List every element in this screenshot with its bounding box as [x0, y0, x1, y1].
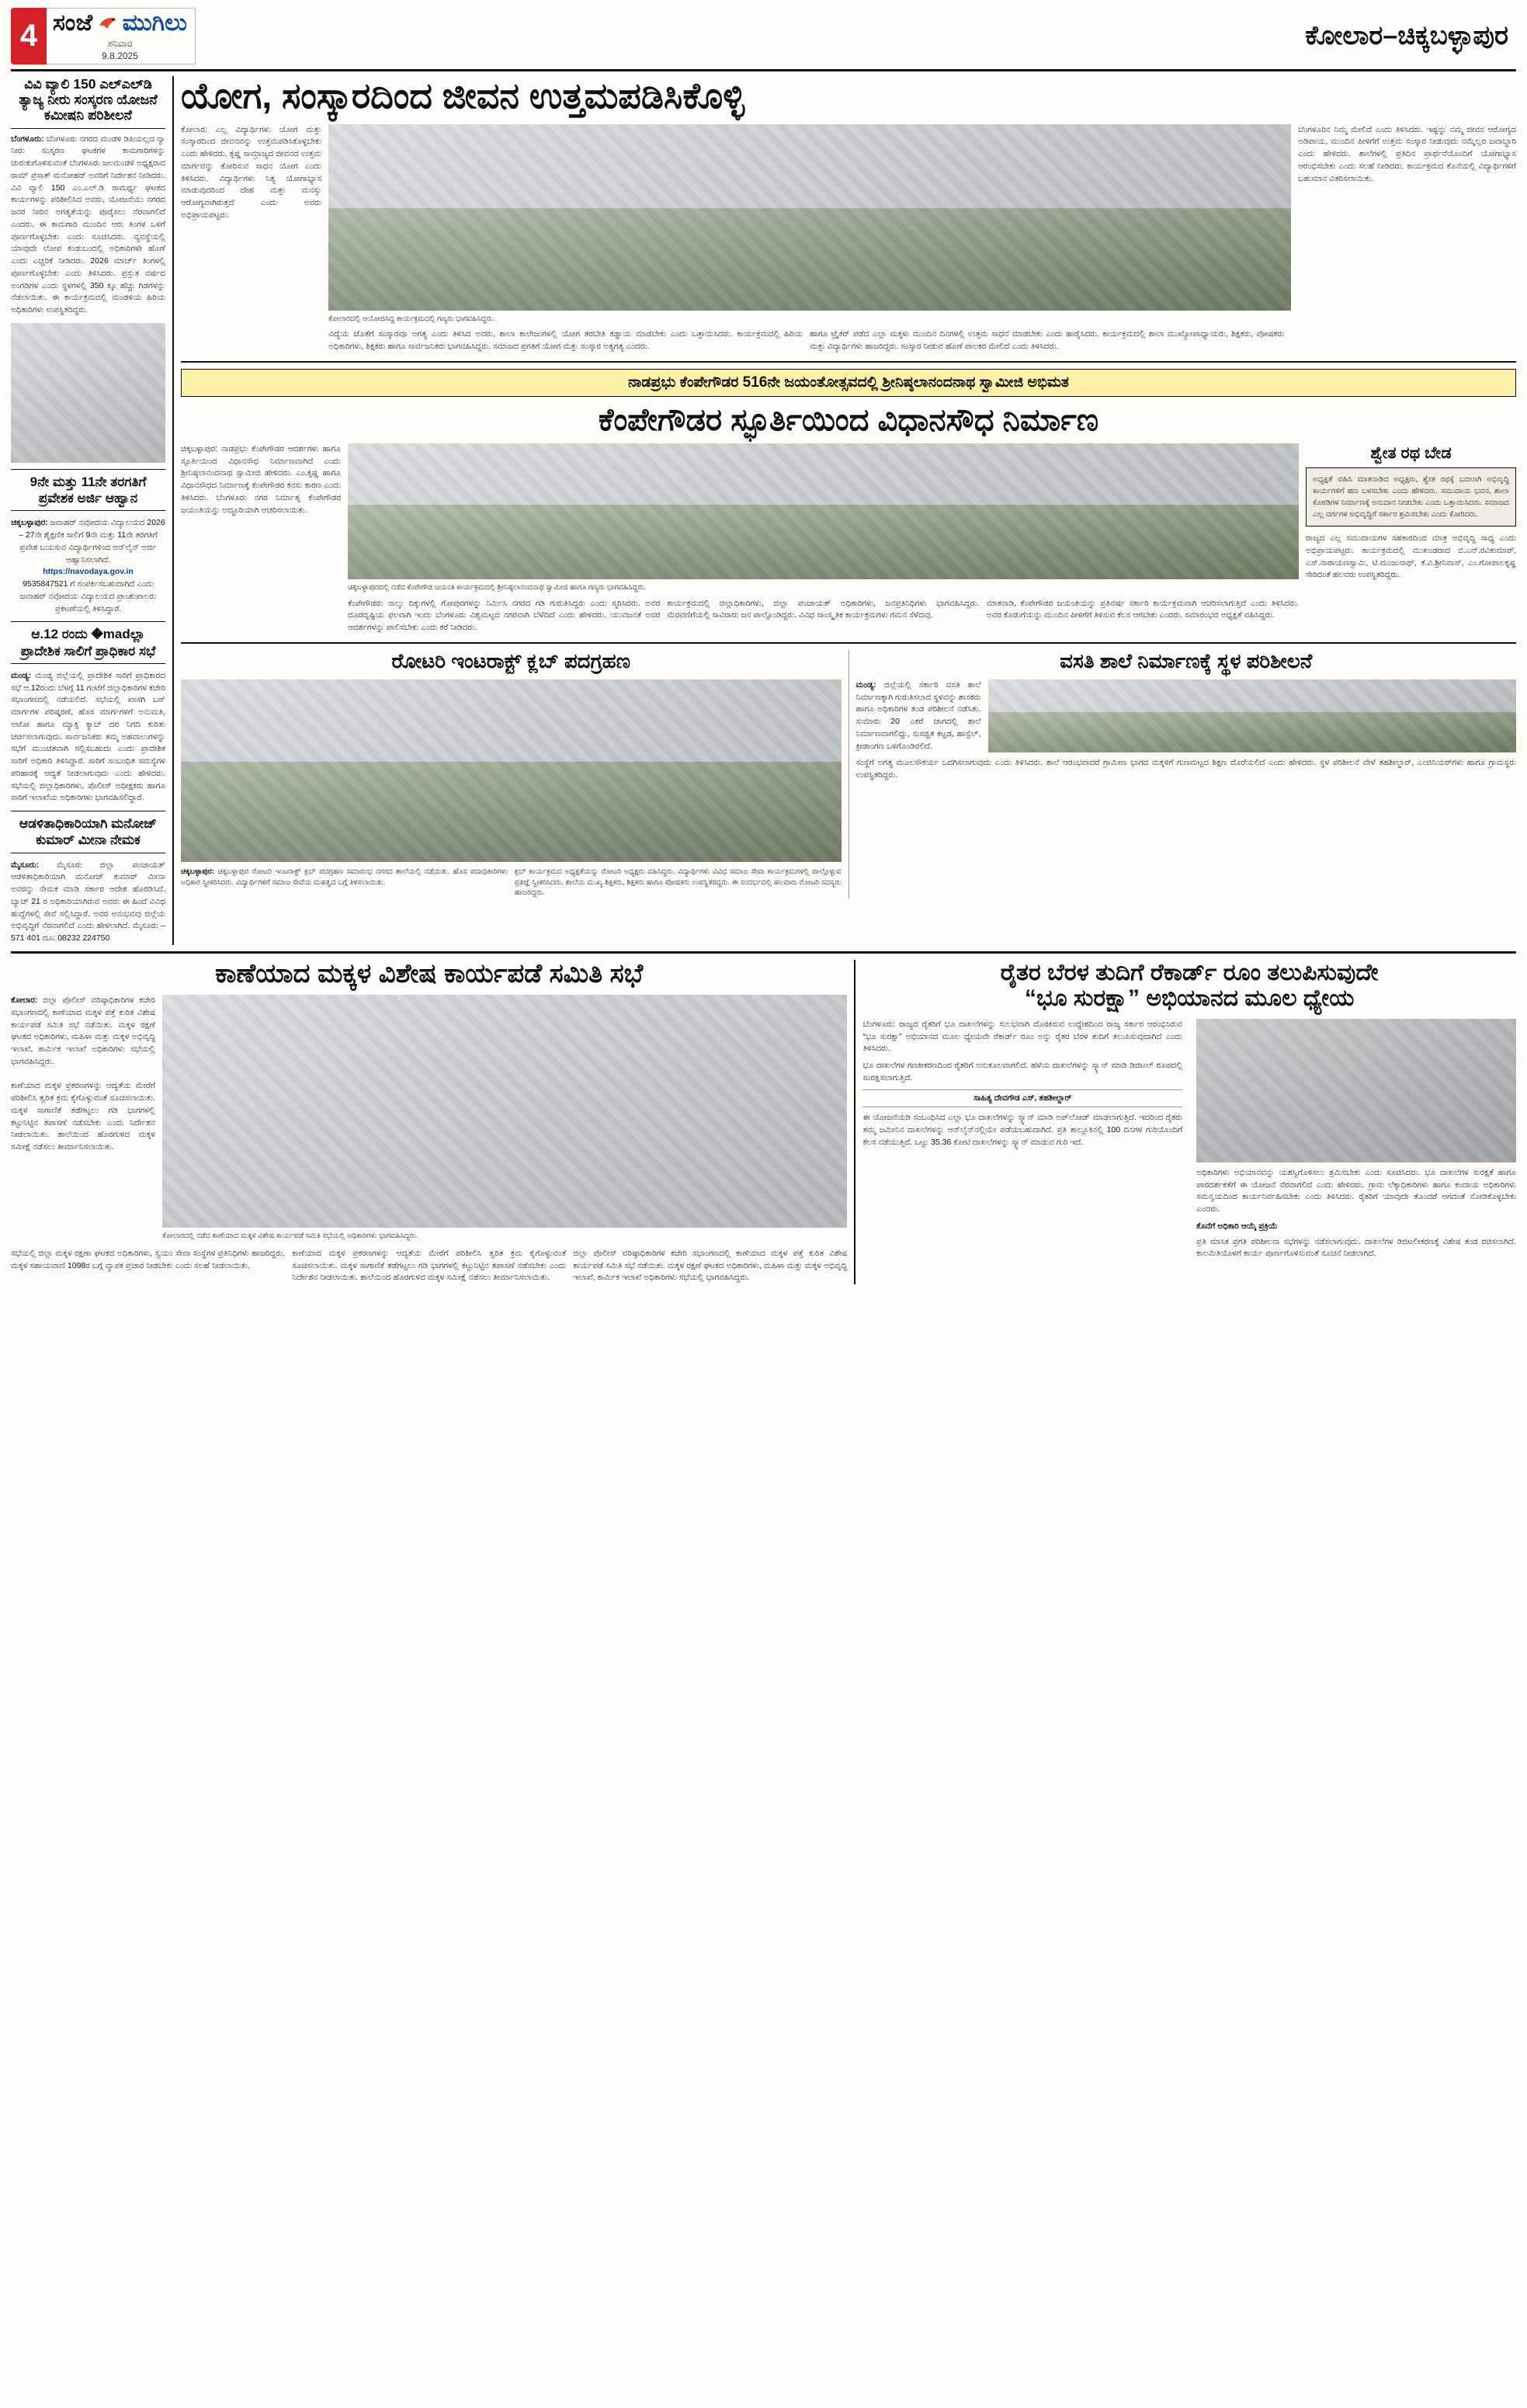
mid-row: [181, 650, 1516, 898]
masthead: [11, 8, 1516, 71]
story2-col2: ವಿದ್ಯೆಯ ಜೊತೆಗೆ ಸಂಸ್ಕಾರವೂ ಅಗತ್ಯ ಎಂದು ತಿಳಿಸಿದ ಅವರು, ಶಾಲಾ ಕಾಲೇಜುಗಳಲ್ಲಿ ಯೋಗ ತರಬೇತಿ ಕಡ್ಡಾಯ ಮಾಡಬೇಕು ಎಂದು ಒತ್ತಾಯಿಸಿದರು. ಕಾರ್ಯಕ್ರಮದಲ್ಲಿ ಹಿರಿಯ ಅಧಿಕಾರಿಗಳು, ಶಿಕ್ಷಕರು ಹಾಗೂ ಸಾರ್ವಜನಿಕರು ಭಾಗವಹಿಸಿದ್ದರು. ಸಮಾಜದ ಪ್ರಗತಿಗೆ ಯೋಗ ಮತ್ತು ಸಂಸ್ಕಾರ ಅತ್ಯಗತ್ಯ ಎಂದರು.: [328, 329, 803, 352]
story10-headline-line2: “ಭೂ ಸುರಕ್ಷಾ” ಅಭಿಯಾನದ ಮೂಲ ಧ್ಯೇಯ: [1024, 985, 1355, 1011]
story7: [181, 650, 849, 898]
story6-byline: ಮೈಸೂರು:: [11, 860, 40, 870]
story3-col3: ಕಾರ್ಯಕ್ರಮದಲ್ಲಿ ಜಿಲ್ಲಾಧಿಕಾರಿಗಳು, ಜಿಲ್ಲಾ ಪಂಚಾಯತ್ ಅಧಿಕಾರಿಗಳು, ಜನಪ್ರತಿನಿಧಿಗಳು ಭಾಗವಹಿಸಿದ್ದರು. ಮೆರವಣಿಗೆಯಲ್ಲಿ ಸಾವಿರಾರು ಜನ ಪಾಲ್ಗೊಂಡಿದ್ದರು. ವಿವಿಧ ಸಾಂಸ್ಕೃತಿಕ ಕಾರ್ಯಕ್ರಮಗಳು ಗಮನ ಸೆಳೆದವು.: [667, 598, 980, 620]
publication-date: 9.8.2025: [102, 50, 138, 61]
story9-body: [11, 995, 162, 1242]
story4-website[interactable]: https://navodaya.gov.in: [43, 567, 134, 577]
story6-headline: ಆಡಳಿತಾಧಿಕಾರಿಯಾಗಿ ಮನೋಜ್ ಕುಮಾರ್ ಮೀನಾ ನೇಮಕ: [11, 811, 165, 853]
story7-headline: ರೋಟರಿ ಇಂಟರಾಕ್ಟ್ ಕ್ಲಬ್ ಪದಗ್ರಹಣ: [391, 648, 631, 672]
story9: [11, 960, 854, 1284]
story4-text: ಜವಾಹರ್ ನವೋದಯ ವಿದ್ಯಾಲಯದ 2026 – 27ನೇ ಶೈಕ್ಷಣಿಕ ಸಾಲಿಗೆ 9ನೇ ಮತ್ತು 11ನೇ ತರಗತಿಗೆ ಪ್ರವೇಶ ಬಯಸುವ ವಿದ್ಯಾರ್ಥಿಗಳಿಂದ ಆನ್‌ಲೈನ್ ಅರ್ಜಿ ಆಹ್ವಾನಿಸಲಾಗಿದೆ.: [19, 518, 165, 565]
story10-col2: [1189, 1019, 1516, 1260]
main-area: [172, 76, 1516, 945]
story10-quote-source: ಸಾಹಿತ್ಯ ದೇವಗೌಡ ಎಸ್, ತಹಶೀಲ್ದಾರ್: [862, 1089, 1182, 1108]
story4-headline: 9ನೇ ಮತ್ತು 11ನೇ ತರಗತಿಗೆ ಪ್ರವೇಶಕ ಅರ್ಜಿ ಆಹ್ವಾನ: [11, 469, 165, 512]
story6-body: [11, 860, 165, 945]
story10-col2-text: ಈ ಯೋಜನೆಯಡಿ ಸಂಬಂಧಿಸಿದ ಎಲ್ಲಾ ಭೂ ದಾಖಲೆಗಳನ್ನು ಸ್ಕ್ಯಾನ್ ಮಾಡಿ ಅಪ್‌ಲೋಡ್ ಮಾಡಲಾಗುತ್ತಿದೆ. ಇದರಿಂದ ರೈತರು ತಮ್ಮ ಜಮೀನಿನ ದಾಖಲೆಗಳನ್ನು ಆನ್‌ಲೈನ್‌ನಲ್ಲಿಯೇ ಪಡೆಯಬಹುದಾಗಿದೆ. ಪ್ರತಿ ತಾಲ್ಲೂಕಿನಲ್ಲಿ 100 ದಿನಗಳ ಗುರಿಯೊಂದಿಗೆ ಕೆಲಸ ನಡೆಯುತ್ತಿದೆ. ಒಟ್ಟು 35.36 ಕೋಟಿ ದಾಖಲೆಗಳನ್ನು ಸ್ಕ್ಯಾನ್ ಮಾಡುವ ಗುರಿ ಇದೆ.: [862, 1113, 1183, 1147]
story4-body: [11, 517, 165, 566]
story3-col4: ಮಾತನಾಡಿ, ಕೆಂಪೇಗೌಡರ ಜಯಂತಿಯನ್ನು ಪ್ರತಿವರ್ಷ ಸರ್ಕಾರಿ ಕಾರ್ಯಕ್ರಮವಾಗಿ ಆಚರಿಸಲಾಗುತ್ತಿದೆ ಎಂದು ತಿಳಿಸಿದರು. ಅವರ ಕೊಡುಗೆಯನ್ನು ಮುಂದಿನ ಪೀಳಿಗೆಗೆ ತಿಳಿಸುವ ಕೆಲಸ ಆಗಬೇಕು ಎಂದರು. ಸಮಾರಂಭದ ಅಧ್ಯಕ್ಷತೆ ವಹಿಸಿದ್ದರು.: [986, 598, 1299, 620]
publication-day: ಶನಿವಾರ: [107, 38, 133, 49]
story8-body2: ಸಂಸ್ಥೆಗೆ ಅಗತ್ಯ ಮೂಲಸೌಕರ್ಯ ಒದಗಿಸಲಾಗುವುದು ಎಂದು ತಿಳಿಸಿದರು. ಶಾಲೆ ಆರಂಭವಾದರೆ ಗ್ರಾಮೀಣ ಭಾಗದ ಮಕ್ಕಳಿಗೆ ಗುಣಮಟ್ಟದ ಶಿಕ್ಷಣ ದೊರೆಯಲಿದೆ ಎಂದು ಹೇಳಿದರು. ಸ್ಥಳ ಪರಿಶೀಲನೆ ವೇಳೆ ತಹಶೀಲ್ದಾರ್, ಎಂಜಿನಿಯರ್‌ಗಳು ಹಾಗೂ ಗ್ರಾಮಸ್ಥರು ಉಪಸ್ಥಿತರಿದ್ದರು.: [855, 758, 1516, 780]
story5-byline: ಮಂಡ್ಯ:: [11, 670, 32, 680]
story9-col-a: ಸಭೆಯಲ್ಲಿ ಜಿಲ್ಲಾ ಮಕ್ಕಳ ರಕ್ಷಣಾ ಘಟಕದ ಅಧಿಕಾರಿಗಳು, ಸ್ವಯಂ ಸೇವಾ ಸಂಸ್ಥೆಗಳ ಪ್ರತಿನಿಧಿಗಳು ಹಾಜರಿದ್ದರು. ಮಕ್ಕಳ ಸಹಾಯವಾಣಿ 1098ರ ಬಗ್ಗೆ ವ್ಯಾಪಕ ಪ್ರಚಾರ ನೀಡಬೇಕು ಎಂದು ಸಲಹೆ ನೀಡಲಾಯಿತು.: [11, 1248, 286, 1270]
page-number: 4: [11, 8, 47, 64]
story6-phone: ದೂ: 08232 224750: [42, 933, 110, 943]
story1-photo: [11, 323, 165, 463]
bottom-section: [11, 960, 1516, 1284]
story10-col3-text2: ಪ್ರತಿ ಮಾಸಿಕ ಪ್ರಗತಿ ಪರಿಶೀಲನಾ ಸಭೆಗಳನ್ನು ನಡೆಸಲಾಗುವುದು. ದಾಖಲೆಗಳ ಡಿಜಿಟಲೀಕರಣಕ್ಕೆ ವಿಶೇಷ ತಂಡ ರಚಿಸಲಾಗಿದೆ. ಕಾಲಮಿತಿಯೊಳಗೆ ಕಾರ್ಯ ಪೂರ್ಣಗೊಳಿಸುವಂತೆ ಸೂಚನೆ ನೀಡಲಾಗಿದೆ.: [1196, 1236, 1517, 1259]
story3-col1: ಚಿಕ್ಕಬಳ್ಳಾಪುರ: ನಾಡಪ್ರಭು ಕೆಂಪೇಗೌಡರ ಆದರ್ಶಗಳು ಹಾಗೂ ಸ್ಫೂರ್ತಿಯಿಂದ ವಿಧಾನಸೌಧ ನಿರ್ಮಾಣವಾಗಿದೆ ಎಂದು ಶ್ರೀನಿಷ್ಠಲಾನಂದನಾಥ ಸ್ವಾಮೀಜಿ ಹೇಳಿದರು. ಎಂ.ಕೃಷ್ಣ ಹಾಗೂ ವಿಧಾನಸೌಧದ ನಿರ್ಮಾಣಕ್ಕೆ ಕೆಂಪೇಗೌಡರ ಕನಸು ಕಾರಣ ಎಂದು ತಿಳಿಸಿದರು. ಬೆಂಗಳೂರು ನಗರ ನಿರ್ಮಾತೃ ಕೆಂಪೇಗೌಡರ ಜಯಂತಿಯನ್ನು ಅದ್ಧೂರಿಯಾಗಿ ಆಚರಿಸಲಾಯಿತು.: [181, 443, 341, 515]
story10-col1-text: ಬೆಂಗಳೂರು: ರಾಜ್ಯದ ರೈತರಿಗೆ ಭೂ ದಾಖಲೆಗಳನ್ನು ಸುಲಭವಾಗಿ ದೊರಕಿಸುವ ಉದ್ದೇಶದಿಂದ ರಾಜ್ಯ ಸರ್ಕಾರ ಆರಂಭಿಸಿರುವ “ಭೂ ಸುರಕ್ಷಾ” ಅಭಿಯಾನದ ಮೂಲ ಧ್ಯೇಯವೇ ರೆಕಾರ್ಡ್ ರೂಂ ಅನ್ನು ರೈತರ ಬೆರಳ ತುದಿಗೆ ತಲುಪಿಸುವುದಾಗಿದೆ ಎಂದು ತಿಳಿಸಿದರು.: [862, 1019, 1183, 1054]
story8: [849, 650, 1517, 898]
story3-sidebar-body: ಅಧ್ಯಕ್ಷತೆ ವಹಿಸಿ ಮಾತನಾಡಿದ ಅಧ್ಯಕ್ಷರು, ಶ್ವೇತ ರಥಕ್ಕೆ ಬದಲಾಗಿ ಅಭಿವೃದ್ಧಿ ಕಾರ್ಯಗಳಿಗೆ ಹಣ ಬಳಸಬೇಕು ಎಂದು ಹೇಳಿದರು. ಸಮುದಾಯ ಭವನ, ಶಾಲಾ ಕೊಠಡಿಗಳ ನಿರ್ಮಾಣಕ್ಕೆ ಅನುದಾನ ನೀಡಬೇಕು ಎಂದು ಒತ್ತಾಯಿಸಿದರು. ಸಮಾಜದ ಎಲ್ಲ ವರ್ಗಗಳ ಅಭಿವೃದ್ಧಿಗೆ ಸರ್ಕಾರ ಶ್ರಮಿಸಬೇಕು ಎಂದು ಕೋರಿದರು.: [1306, 467, 1516, 526]
story7-photo: [181, 679, 842, 862]
story5-headline: ಆ.12 ರಂದು �madಲ್ಲಾ ಪ್ರಾದೇಶಿಕ ಸಾಲಿಗೆ ಪ್ರಾಧಿಕಾರ ಸಭೆ: [11, 621, 165, 664]
bird-icon: [98, 15, 118, 32]
story9-col-b: ಕಾಣೆಯಾದ ಮಕ್ಕಳ ಪ್ರಕರಣಗಳನ್ನು ಆದ್ಯತೆಯ ಮೇರೆಗೆ ಪರಿಶೀಲಿಸಿ ತ್ವರಿತ ಕ್ರಮ ಕೈಗೊಳ್ಳುವಂತೆ ಸೂಚಿಸಲಾಯಿತು. ಮಕ್ಕಳ ಸಾಗಾಣಿಕೆ ತಡೆಗಟ್ಟಲು ಗಡಿ ಭಾಗಗಳಲ್ಲಿ ಕಟ್ಟುನಿಟ್ಟಿನ ತಪಾಸಣೆ ನಡೆಸಬೇಕು ಎಂದು ನಿರ್ದೇಶನ ನೀಡಲಾಯಿತು. ಶಾಲೆಯಿಂದ ಹೊರಗುಳಿದ ಮಕ್ಕಳ ಸಮೀಕ್ಷೆ ನಡೆಸಲು ತೀರ್ಮಾನಿಸಲಾಯಿತು.: [292, 1248, 567, 1283]
story9-text2: ಕಾಣೆಯಾದ ಮಕ್ಕಳ ಪ್ರಕರಣಗಳನ್ನು ಆದ್ಯತೆಯ ಮೇರೆಗೆ ಪರಿಶೀಲಿಸಿ ತ್ವರಿತ ಕ್ರಮ ಕೈಗೊಳ್ಳುವಂತೆ ಸೂಚಿಸಲಾಯಿತು. ಮಕ್ಕಳ ಸಾಗಾಣಿಕೆ ತಡೆಗಟ್ಟಲು ಗಡಿ ಭಾಗಗಳಲ್ಲಿ ಕಟ್ಟುನಿಟ್ಟಿನ ತಪಾಸಣೆ ನಡೆಸಬೇಕು ಎಂದು ನಿರ್ದೇಶನ ನೀಡಲಾಯಿತು. ಶಾಲೆಯಿಂದ ಹೊರಗುಳಿದ ಮಕ್ಕಳ ಸಮೀಕ್ಷೆ ನಡೆಸಲು ತೀರ್ಮಾನಿಸಲಾಯಿತು.: [11, 1081, 155, 1152]
story5-body: [11, 670, 165, 804]
story10-headline-line1: ರೈತರ ಬೆರಳ ತುದಿಗೆ ರೆಕಾರ್ಡ್ ರೂಂ ತಲುಪಿಸುವುದೇ: [1000, 959, 1379, 985]
story10-subhead: ಕೊನೆಗೆ ಅಧಿಕಾರಿ ಆಯ್ಕೆ ಪ್ರಕ್ರಿಯೆ: [1196, 1221, 1278, 1231]
story7-caption2: ಕ್ಲಬ್ ಕಾರ್ಯಕ್ರಮದ ಅಧ್ಯಕ್ಷತೆಯನ್ನು ರೋಟರಿ ಅಧ್ಯಕ್ಷರು ವಹಿಸಿದ್ದರು. ವಿದ್ಯಾರ್ಥಿಗಳು ವಿವಿಧ ಸಮಾಜ ಸೇವಾ ಕಾರ್ಯಕ್ರಮಗಳಲ್ಲಿ ಪಾಲ್ಗೊಳ್ಳುವ ಪ್ರತಿಜ್ಞೆ ಸ್ವೀಕರಿಸಿದರು. ಶಾಲೆಯ ಮುಖ್ಯ ಶಿಕ್ಷಕರು, ಶಿಕ್ಷಕರು ಹಾಗೂ ಪೋಷಕರು ಉಪಸ್ಥಿತರಿದ್ದರು. ಈ ಸಂದರ್ಭದಲ್ಲಿ ಹಲವಾರು ರೋಟರಿ ಸದಸ್ಯರು ಹಾಜರಿದ್ದರು.: [514, 867, 842, 898]
story3-photo: [348, 443, 1299, 579]
story7-caption-text: ಚಿಕ್ಕಬಳ್ಳಾಪುರ ರೋಟರಿ ಇಂಟರಾಕ್ಟ್ ಕ್ಲಬ್ ಪದಗ್ರಹಣ ಸಮಾರಂಭ ನಗರದ ಶಾಲೆಯಲ್ಲಿ ನಡೆಯಿತು. ಹೊಸ ಪದಾಧಿಕಾರಿಗಳು ಅಧಿಕಾರ ಸ್ವೀಕರಿಸಿದರು. ವಿದ್ಯಾರ್ಥಿಗಳಿಗೆ ಸಮಾಜ ಸೇವೆಯ ಮಹತ್ವದ ಬಗ್ಗೆ ತಿಳಿಸಲಾಯಿತು.: [181, 867, 508, 887]
story3-sidebar: [1299, 443, 1516, 634]
story1-text: ಬೆಂಗಳೂರು ನಗರದ ಮಂಡಳಿ ಡಿಪಿಯಲ್ಲದ ನ್ಯಾ ನೀರು ಸಂಸ್ಕರಣ ಘಟಕಗಳ ಕಾಮಗಾರಿಗಳನ್ನು ಚುರುಕುಗೊಳಿಸುವಂತೆ ಬೆಂಗಳೂರು ಜಲಮಂಡಳಿ ಅಧ್ಯಕ್ಷರಾದ ರಾಮ್ ಪ್ರಸಾತ್ ಮನೋಹರ್ ಅವರಿಗೆ ನಿರ್ದೇಶನ ನೀಡಿದರು. ವಿವಿ ವ್ಯಾಲಿ 150 ಎಂ.ಎಲ್.ಡಿ ಸಾಮರ್ಥ್ಯ ಘಟಕದ ಕಾರ್ಯಗಳನ್ನು ಪರಿಶೀಲಿಸಿದ ಅವರು, ಯೋಜನೆಯು ನಗರದ ಜನರ ನೀರಿನ ಅಗತ್ಯತೆಯನ್ನು ಪೂರೈಸಲು ನೆರವಾಗಲಿದೆ ಎಂದರು. ಈ ಕಾಮಗಾರಿ ಮುಂದಿನ ಆರು ತಿಂಗಳ ಒಳಗೆ ಪೂರ್ಣಗೊಳ್ಳಬೇಕು ಎಂದು ಸೂಚಿಸಿದರು. ವ್ಯವಸ್ಥೆಯಲ್ಲಿ ಯಾವುದೇ ಲೋಪ ಕಂಡುಬಂದಲ್ಲಿ ಅಧಿಕಾರಿಗಳೇ ಹೊಣೆ ಎಂದು ಎಚ್ಚರಿಕೆ ನೀಡಿದರು. 2026 ಮಾರ್ಚ್ ತಿಂಗಳಲ್ಲಿ ಪೂರ್ಣಗೊಳ್ಳಬೇಕು ಎಂದು ತಿಳಿಸಿದರು. ಪ್ರಸ್ತುತ ವರ್ಷದ ಅಂಗಡಿಗಳ ಎಂದು ಸ್ಥಳಗಳಲ್ಲಿ 350 ಕ್ಕೂ ಹೆಚ್ಚು ಗಿಡಗಳನ್ನು ನೆಡಲಾಯಿತು. ಈ ಕಾರ್ಯಕ್ರಮದಲ್ಲಿ ಮಂಡಳಿಯ ಹಿರಿಯ ಅಧಿಕಾರಿಗಳು ಉಪಸ್ಥಿತರಿದ್ದರು.: [11, 134, 165, 315]
story3-col2: ಕೆಂಪೇಗೌಡರು ನಾಲ್ಕು ದಿಕ್ಕುಗಳಲ್ಲಿ ಗೋಪುರಗಳನ್ನು ನಿರ್ಮಿಸಿ ನಗರದ ಗಡಿ ಗುರುತಿಸಿದ್ದರು ಎಂದು ಸ್ಮರಿಸಿದರು. ಅವರ ದೂರದೃಷ್ಟಿಯ ಫಲವಾಗಿ ಇಂದು ಬೆಂಗಳೂರು ವಿಶ್ವಮಟ್ಟದ ನಗರವಾಗಿ ಬೆಳೆದಿದೆ ಎಂದು ಹೇಳಿದರು. ಯುವಜನತೆ ಅವರ ಆದರ್ಶಗಳನ್ನು ಪಾಲಿಸಬೇಕು ಎಂದು ಕರೆ ನೀಡಿದರು.: [348, 598, 661, 633]
logo-text-primary: ಸಂಜೆ: [53, 10, 93, 36]
top-section: [11, 76, 1516, 945]
story2-headline: ಯೋಗ, ಸಂಸ್ಕಾರದಿಂದ ಜೀವನ ಉತ್ತಮಪಡಿಸಿಕೊಳ್ಳಿ: [181, 75, 745, 116]
story2-col4: ಬೆಂಗಳೂರಿನ ನಿಮ್ಮ ಮೇಲಿದೆ ಎಂದು ತಿಳಿಸಿದರು. ಇಷ್ಟನ್ನು ನಮ್ಮ ಜೀವನ ಆರೋಗ್ಯದ ಅಡಿಪಾಯ, ಮುಂದಿನ ಪೀಳಿಗೆಗೆ ಉತ್ತಮ ಸಂಸ್ಕಾರ ನೀಡುವುದು ನಮ್ಮೆಲ್ಲರ ಜವಾಬ್ದಾರಿ ಎಂದು ಹೇಳಿದರು. ಶಾಲೆಗಳಲ್ಲಿ ಪ್ರತಿದಿನ ಪ್ರಾರ್ಥನೆಯೊಂದಿಗೆ ಯೋಗಾಭ್ಯಾಸ ಆರಂಭಿಸಬೇಕು ಎಂದು ಸಲಹೆ ನೀಡಿದರು. ಕಾರ್ಯಕ್ರಮದ ಕೊನೆಯಲ್ಲಿ ವಿದ್ಯಾರ್ಥಿಗಳಿಗೆ ಬಹುಮಾನ ವಿತರಿಸಲಾಯಿತು.: [1298, 124, 1516, 183]
edition-name: ಕೋಲಾರ–ಚಿಕ್ಕಬಳ್ಳಾಪುರ: [1305, 21, 1508, 51]
story9-photo-wrap: [162, 995, 847, 1242]
story9-text: ಜಿಲ್ಲಾ ಪೊಲೀಸ್ ವರಿಷ್ಠಾಧಿಕಾರಿಗಳ ಕಚೇರಿ ಸಭಾಂಗಣದಲ್ಲಿ ಕಾಣೆಯಾದ ಮಕ್ಕಳ ಪತ್ತೆ ಕುರಿತ ವಿಶೇಷ ಕಾರ್ಯಪಡೆ ಸಮಿತಿ ಸಭೆ ನಡೆಯಿತು. ಮಕ್ಕಳ ರಕ್ಷಣೆ ಘಟಕದ ಅಧಿಕಾರಿಗಳು, ಮಹಿಳಾ ಮತ್ತು ಮಕ್ಕಳ ಅಭಿವೃದ್ಧಿ ಇಲಾಖೆ, ಕಾರ್ಮಿಕ ಇಲಾಖೆ ಅಧಿಕಾರಿಗಳು ಸಭೆಯಲ್ಲಿ ಭಾಗವಹಿಸಿದ್ದರು.: [11, 996, 155, 1066]
story9-byline: ಕೋಲಾರ:: [11, 996, 38, 1006]
story2-col1: ಕೋಲಾರ: ಎಲ್ಲ ವಿದ್ಯಾರ್ಥಿಗಳು ಯೋಗ ಮತ್ತು ಸಂಸ್ಕಾರದಿಂದ ಜೀವನವನ್ನು ಉತ್ತಮಪಡಿಸಿಕೊಳ್ಳಬೇಕು ಎಂದು ಹೇಳಿದರು. ಕೃಷ್ಣ ಸಾಮ್ರಾಜ್ಯದ ಜೀವನದ ಉತ್ತಮ ಮಾರ್ಗವನ್ನು ತೋರಿಸುವ ಸಾಧನ ಯೋಗ ಎಂದು ತಿಳಿಸಿದರು. ವಿದ್ಯಾರ್ಥಿಗಳು ನಿತ್ಯ ಯೋಗಾಭ್ಯಾಸ ಮಾಡುವುದರಿಂದ ದೇಹ ಮತ್ತು ಮನಸ್ಸು ಆರೋಗ್ಯವಾಗಿರುತ್ತದೆ ಎಂದು ಅವರು ಅಭಿಪ್ರಾಯಪಟ್ಟರು.: [181, 124, 321, 220]
newspaper-logo: [47, 8, 196, 64]
story3-caption: ಚಿಕ್ಕಬಳ್ಳಾಪುರದಲ್ಲಿ ನಡೆದ ಕೆಂಪೇಗೌಡ ಜಯಂತಿ ಕಾರ್ಯಕ್ರಮದಲ್ಲಿ ಶ್ರೀನಿಷ್ಠಲಾನಂದನಾಥ ಸ್ವಾಮೀಜಿ ಹಾಗೂ ಗಣ್ಯರು ಭಾಗವಹಿಸಿದ್ದರು.: [348, 582, 647, 592]
story3-kicker: ನಾಡಪ್ರಭು ಕೆಂಪೇಗೌಡರ 516ನೇ ಜಯಂತೋತ್ಸವದಲ್ಲಿ ಶ್ರೀನಿಷ್ಠಲಾನಂದನಾಥ ಸ್ವಾಮೀಜಿ ಅಭಿಮತ: [181, 369, 1516, 397]
story8-photo: [988, 679, 1517, 753]
logo-text-secondary: ಮುಗಿಲು: [122, 10, 188, 36]
story8-byline: ಮಂಡ್ಯ:: [855, 679, 876, 690]
story7-caption: [181, 867, 515, 898]
story10: [854, 960, 1516, 1284]
story2-caption: ಕೋಲಾರದಲ್ಲಿ ಆಯೋಜಿಸಿದ್ದ ಕಾರ್ಯಕ್ರಮದಲ್ಲಿ ಗಣ್ಯರು ಭಾಗವಹಿಸಿದ್ದರು.: [328, 314, 495, 323]
story3-photo-wrap: [348, 443, 1299, 634]
story2-body: [181, 124, 1516, 353]
story2-col3: ಹಾಗೂ ಟ್ರೈಕರ್ ಪಡೆದ ಎಲ್ಲಾ ಮಕ್ಕಳು ಮುಂದಿನ ದಿನಗಳಲ್ಲಿ ಉತ್ತಮ ಸಾಧನೆ ಮಾಡಬೇಕು ಎಂದು ಹಾರೈಸಿದರು. ಕಾರ್ಯಕ್ರಮದಲ್ಲಿ ಶಾಲಾ ಮುಖ್ಯೋಪಾಧ್ಯಾಯರು, ಶಿಕ್ಷಕರು, ಪೋಷಕರು ಮತ್ತು ವಿದ್ಯಾರ್ಥಿಗಳು ಹಾಜರಿದ್ದರು. ಸಂಸ್ಕಾರ ನೀಡುವ ಹೊಣೆ ಪಾಲಕರ ಮೇಲಿದೆ ಎಂದು ತಿಳಿಸಿದರು.: [810, 329, 1284, 352]
story10-portrait-photo: [1196, 1019, 1516, 1162]
story9-photo: [162, 995, 847, 1228]
story9-caption: ಕೋಲಾರದಲ್ಲಿ ನಡೆದ ಕಾಣೆಯಾದ ಮಕ್ಕಳ ವಿಶೇಷ ಕಾರ್ಯಪಡೆ ಸಮಿತಿ ಸಭೆಯಲ್ಲಿ ಅಧಿಕಾರಿಗಳು ಭಾಗವಹಿಸಿದ್ದರು.: [162, 1232, 418, 1241]
story5-text: ಮಂಡ್ಯ ಜಿಲ್ಲೆಯಲ್ಲಿ ಪ್ರಾದೇಶಿಕ ಸಾರಿಗೆ ಪ್ರಾಧಿಕಾರದ ಸಭೆ ಆ.12ರಂದು ಬೆಳಗ್ಗೆ 11 ಗಂಟೆಗೆ ಜಿಲ್ಲಾಧಿಕಾರಿಗಳ ಕಚೇರಿ ಸಭಾಂಗಣದಲ್ಲಿ ನಡೆಯಲಿದೆ. ಸಭೆಯಲ್ಲಿ ಖಾಸಗಿ ಬಸ್ ಮಾರ್ಗಗಳ ಪರಿಷ್ಕರಣೆ, ಹೊಸ ಮಾರ್ಗಗಳಿಗೆ ಅನುಮತಿ, ಅಟೋ ಹಾಗೂ ಮ್ಯಾಕ್ಸಿ ಕ್ಯಾಬ್ ದರ ನಿಗದಿ ಕುರಿತು ಚರ್ಚಿಸಲಾಗುವುದು. ಸಾರ್ವಜನಿಕರು ತಮ್ಮ ಅಹವಾಲುಗಳನ್ನು ಸಭೆಗೆ ಮುಂಚಿತವಾಗಿ ಸಲ್ಲಿಸಬಹುದು ಎಂದು ಪ್ರಾದೇಶಿಕ ಸಾರಿಗೆ ಅಧಿಕಾರಿ ತಿಳಿಸಿದ್ದಾರೆ. ಸಾರಿಗೆ ಸಂಬಂಧಿತ ಸಮಸ್ಯೆಗಳ ಪರಿಹಾರಕ್ಕೆ ಆದ್ಯತೆ ನೀಡಲಾಗುವುದು ಎಂದು ಹೇಳಿದರು. ಸಭೆಯಲ್ಲಿ ಜಿಲ್ಲಾಧಿಕಾರಿಗಳು, ಪೊಲೀಸ್ ಅಧೀಕ್ಷಕರು ಹಾಗೂ ಸಾರಿಗೆ ಇಲಾಖೆಯ ಅಧಿಕಾರಿಗಳು ಭಾಗವಹಿಸಲಿದ್ದಾರೆ.: [11, 670, 166, 803]
story8-headline: ವಸತಿ ಶಾಲೆ ನಿರ್ಮಾಣಕ್ಕೆ ಸ್ಥಳ ಪರಿಶೀಲನೆ: [1060, 648, 1313, 672]
story3-sidebar-body2: ರಾಜ್ಯದ ಎಲ್ಲ ಸಮುದಾಯಗಳ ಸಹಕಾರದಿಂದ ಮಾತ್ರ ಅಭಿವೃದ್ಧಿ ಸಾಧ್ಯ ಎಂದು ಅಭಿಪ್ರಾಯಪಟ್ಟರು. ಕಾರ್ಯಕ್ರಮದಲ್ಲಿ ಮುಖಂಡರಾದ ಬಿ.ಎನ್.ರವಿಕುಮಾರ್, ಎಸ್.ನಾರಾಯಣಸ್ವಾಮಿ, ಟಿ.ಮಂಜುನಾಥ್, ಕೆ.ವಿ.ಶ್ರೀನಿವಾಸ್, ಎಂ.ಗೋಪಾಲಕೃಷ್ಣ ಸೇರಿದಂತೆ ಹಲವರು ಉಪಸ್ಥಿತರಿದ್ದರು.: [1306, 533, 1516, 580]
story1-headline: ವಿವಿ ವ್ಯಾಲಿ 150 ಎಲ್‌ಎಲ್‌ಡಿ ತ್ಯಾಜ್ಯ ನೀರು ಸಂಸ್ಕರಣ ಯೋಜನೆ ಕಮೀಷನಿ ಪರಿಶೀಲನೆ: [11, 76, 165, 128]
story9-headline: ಕಾಣೆಯಾದ ಮಕ್ಕಳ ವಿಶೇಷ ಕಾರ್ಯಪಡೆ ಸಮಿತಿ ಸಭೆ: [215, 958, 644, 989]
story2-photo: [328, 124, 1291, 311]
story8-body: [856, 679, 988, 753]
story7-caption-label: ಚಿಕ್ಕಬಳ್ಳಾಪುರ:: [181, 867, 215, 876]
story3-headline: ಕೆಂಪೇಗೌಡರ ಸ್ಫೂರ್ತಿಯಿಂದ ವಿಧಾನಸೌಧ ನಿರ್ಮಾಣ: [598, 402, 1099, 437]
story4-byline: ಚಿಕ್ಕಬಳ್ಳಾಪುರ:: [11, 518, 48, 528]
story1-body: [11, 134, 165, 317]
story1-byline: ಬೆಂಗಳೂರು:: [11, 134, 44, 144]
story10-col1: [862, 1019, 1189, 1260]
story2-photo-wrap: [328, 124, 1291, 353]
left-rail: [11, 76, 172, 945]
story6-text: ಮೈಸೂರು ಜಿಲ್ಲಾ ಪಂಚಾಯತ್ ಆಡಳಿತಾಧಿಕಾರಿಯಾಗಿ ಮನೋಜ್ ಕುಮಾರ್ ಮೀನಾ ಅವರನ್ನು ನೇಮಕ ಮಾಡಿ ಸರ್ಕಾರ ಆದೇಶ ಹೊರಡಿಸಿದೆ. ಬ್ಯಾಚ್ 21 ರ ಅಧಿಕಾರಿಯಾಗಿರುವ ಅವರು ಈ ಹಿಂದೆ ವಿವಿಧ ಹುದ್ದೆಗಳಲ್ಲಿ ಸೇವೆ ಸಲ್ಲಿಸಿದ್ದಾರೆ. ಅವರ ಅನುಭವವು ಜಿಲ್ಲೆಯ ಅಭಿವೃದ್ಧಿಗೆ ನೆರವಾಗಲಿದೆ ಎಂದು ಹೇಳಲಾಗಿದೆ.: [11, 860, 166, 931]
story10-col1-text2: ಭೂ ದಾಖಲೆಗಳ ಗಣಕೀಕರಣದಿಂದ ರೈತರಿಗೆ ಅನುಕೂಲವಾಗಲಿದೆ. ಹಳೆಯ ದಾಖಲೆಗಳನ್ನು ಸ್ಕ್ಯಾನ್ ಮಾಡಿ ಡಿಜಿಟಲ್ ರೂಪದಲ್ಲಿ ಸಂರಕ್ಷಿಸಲಾಗುತ್ತಿದೆ.: [862, 1061, 1183, 1082]
story4-contact: 9535847521 ಗೆ ಸಂಪರ್ಕಿಸಬಹುದಾಗಿದೆ ಎಂದು ಜವಾಹರ್ ನವೋದಯ ವಿದ್ಯಾಲಯದ ಪ್ರಾಂಶುಪಾಲರು ಪ್ರಕಟಣೆಯಲ್ಲಿ ತಿಳಿಸಿದ್ದಾರೆ.: [19, 579, 157, 613]
story8-text: ಜಿಲ್ಲೆಯಲ್ಲಿ ಸರ್ಕಾರಿ ವಸತಿ ಶಾಲೆ ನಿರ್ಮಾಣಕ್ಕಾಗಿ ಗುರುತಿಸಲಾದ ಸ್ಥಳವನ್ನು ಶಾಸಕರು ಹಾಗೂ ಅಧಿಕಾರಿಗಳ ತಂಡ ಪರಿಶೀಲನೆ ನಡೆಸಿತು. ಸುಮಾರು 20 ಎಕರೆ ಜಾಗದಲ್ಲಿ ಶಾಲೆ ನಿರ್ಮಾಣವಾಗಲಿದ್ದು, ಸುಸಜ್ಜಿತ ಕಟ್ಟಡ, ಹಾಸ್ಟೆಲ್, ಕ್ರೀಡಾಂಗಣ ಒಳಗೊಂಡಿರಲಿದೆ.: [855, 679, 981, 751]
story6-address: ಮೈಸೂರು – 571 401: [11, 921, 165, 943]
story3-body: [181, 443, 1516, 634]
story9-col-c: ಜಿಲ್ಲಾ ಪೊಲೀಸ್ ವರಿಷ್ಠಾಧಿಕಾರಿಗಳ ಕಚೇರಿ ಸಭಾಂಗಣದಲ್ಲಿ ಕಾಣೆಯಾದ ಮಕ್ಕಳ ಪತ್ತೆ ಕುರಿತ ವಿಶೇಷ ಕಾರ್ಯಪಡೆ ಸಮಿತಿ ಸಭೆ ನಡೆಯಿತು. ಮಕ್ಕಳ ರಕ್ಷಣೆ ಘಟಕದ ಅಧಿಕಾರಿಗಳು, ಮಹಿಳಾ ಮತ್ತು ಮಕ್ಕಳ ಅಭಿವೃದ್ಧಿ ಇಲಾಖೆ, ಕಾರ್ಮಿಕ ಇಲಾಖೆ ಅಧಿಕಾರಿಗಳು ಸಭೆಯಲ್ಲಿ ಭಾಗವಹಿಸಿದ್ದರು.: [573, 1248, 848, 1283]
story10-col3-text: ಅಧಿಕಾರಿಗಳು ಅಭಿಯಾನವನ್ನು ಯಶಸ್ವಿಗೊಳಿಸಲು ಶ್ರಮಿಸಬೇಕು ಎಂದು ಸೂಚಿಸಿದರು. ಭೂ ದಾಖಲೆಗಳ ಸುರಕ್ಷತೆ ಹಾಗೂ ಪಾರದರ್ಶಕತೆಗೆ ಈ ಯೋಜನೆ ನೆರವಾಗಲಿದೆ ಎಂದು ಹೇಳಿದರು. ಗ್ರಾಮ ಲೆಕ್ಕಾಧಿಕಾರಿಗಳು ಹಾಗೂ ಕಂದಾಯ ಅಧಿಕಾರಿಗಳು ಸಮನ್ವಯದಿಂದ ಕಾರ್ಯನಿರ್ವಹಿಸಬೇಕು ಎಂದು ತಿಳಿಸಿದರು. ರೈತರಿಗೆ ಯಾವುದೇ ತೊಂದರೆ ಆಗದಂತೆ ನೋಡಿಕೊಳ್ಳಬೇಕು ಎಂದರು.: [1196, 1167, 1517, 1214]
story3-sidebar-title: ಶ್ವೇತ ರಥ ಬೇಡ: [1370, 443, 1452, 462]
